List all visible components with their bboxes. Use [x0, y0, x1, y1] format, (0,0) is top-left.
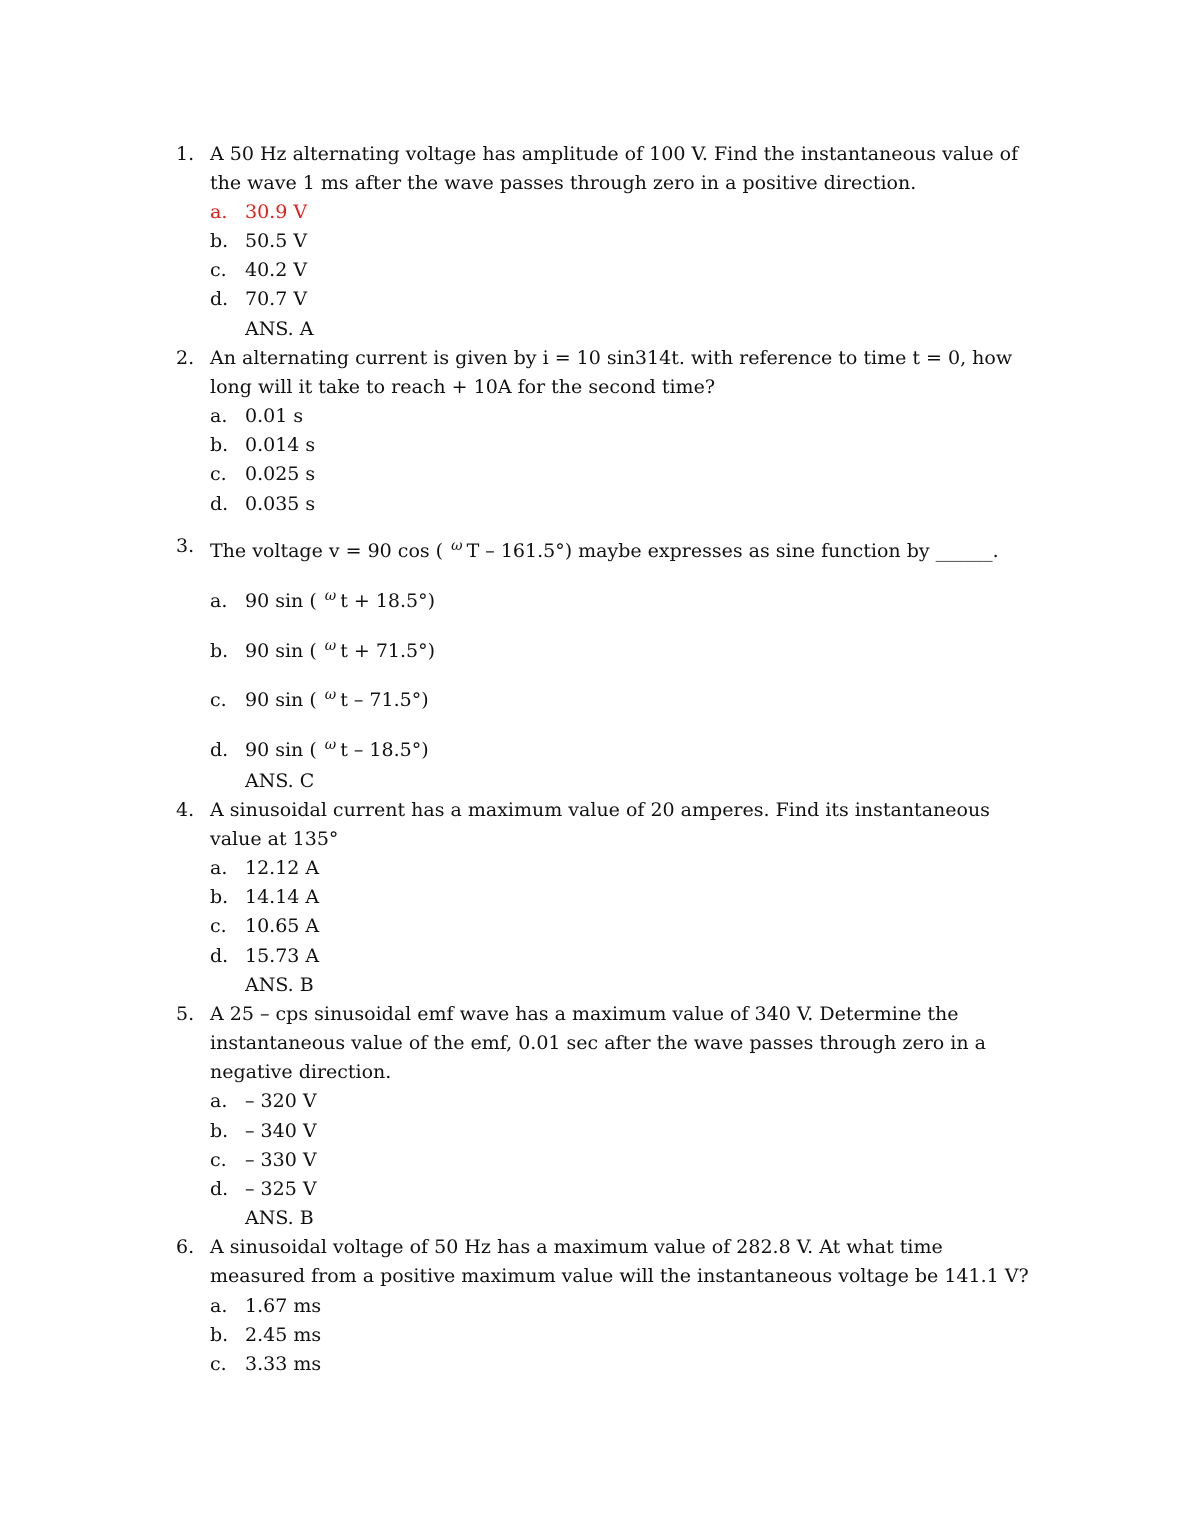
option-letter: a. [210, 405, 228, 427]
option-letter: b. [210, 434, 229, 456]
option-a [210, 854, 319, 883]
option-c [210, 1146, 317, 1175]
option-letter: c. [210, 259, 227, 281]
option-letter: c. [210, 689, 227, 711]
omega-symbol: ω [451, 538, 463, 554]
option-text: 90 sin ( [245, 689, 317, 711]
option-letter: a. [210, 1295, 228, 1317]
option-letter: b. [210, 230, 229, 252]
option-letter: a. [210, 1090, 228, 1112]
option-text: – 330 V [245, 1149, 317, 1171]
question-stem [210, 1000, 1060, 1087]
question-number: 1. [176, 143, 195, 165]
question-number: 3. [176, 535, 195, 557]
stem-line: A 25 – cps sinusoidal emf wave has a maximum value of 340 V. Determine the [210, 1003, 959, 1025]
stem-line: the wave 1 ms after the wave passes through zero in a positive direction. [210, 172, 917, 194]
question-number: 5. [176, 1003, 195, 1025]
option-letter: d. [210, 739, 229, 761]
option-letter: d. [210, 493, 229, 515]
omega-symbol: ω [324, 687, 337, 703]
option-text: 15.73 A [245, 945, 320, 967]
stem-text: The voltage v = 90 cos ( [210, 540, 444, 562]
option-text: 12.12 A [245, 857, 320, 879]
answer-key: ANS. B [245, 974, 314, 996]
answer-key: ANS. A [245, 318, 314, 340]
option-c [210, 256, 307, 285]
option-text: – 325 V [245, 1178, 317, 1200]
stem-line: An alternating current is given by i = 10 sin314t. with reference to time t = 0, how [210, 347, 1013, 369]
option-c [210, 460, 315, 489]
stem-line: A 50 Hz alternating voltage has amplitude of 100 V. Find the instantaneous value of [210, 143, 1019, 165]
stem-line: instantaneous value of the emf, 0.01 sec after the wave passes through zero in a [210, 1032, 986, 1054]
option-text: 1.67 ms [245, 1295, 322, 1317]
option-text: 0.014 s [245, 434, 316, 456]
option-letter: a. [210, 857, 228, 879]
question-stem [210, 532, 1060, 566]
omega-symbol: ω [324, 638, 337, 654]
stem-line: A sinusoidal current has a maximum value of 20 amperes. Find its instantaneous [210, 799, 990, 821]
option-a [210, 402, 303, 431]
option-text: t + 71.5°) [340, 640, 436, 662]
stem-line: measured from a positive maximum value will the instantaneous voltage be 141.1 V? [210, 1265, 1029, 1287]
option-text: 0.01 s [245, 405, 304, 427]
option-text: t + 18.5°) [340, 590, 436, 612]
option-text: t – 71.5°) [340, 689, 429, 711]
stem-text: T – 161.5°) maybe expresses as sine function by ______. [466, 540, 999, 562]
question-number: 6. [176, 1236, 195, 1258]
option-letter: a. [210, 201, 228, 223]
stem-line: value at 135° [210, 828, 339, 850]
stem-line: A sinusoidal voltage of 50 Hz has a maximum value of 282.8 V. At what time [210, 1236, 943, 1258]
option-text: 70.7 V [245, 288, 308, 310]
option-text: – 320 V [245, 1090, 317, 1112]
question-number: 2. [176, 347, 195, 369]
option-text: 10.65 A [245, 915, 320, 937]
option-a [210, 1292, 321, 1321]
option-c [210, 912, 319, 941]
omega-symbol: ω [324, 737, 337, 753]
option-text: 90 sin ( [245, 640, 317, 662]
option-letter: d. [210, 288, 229, 310]
option-d [210, 1175, 317, 1204]
option-d [210, 731, 429, 765]
option-text: 0.025 s [245, 463, 316, 485]
option-b [210, 883, 319, 912]
option-letter: c. [210, 1149, 227, 1171]
stem-line: long will it take to reach + 10A for the second time? [210, 376, 716, 398]
option-text: t – 18.5°) [340, 739, 429, 761]
option-letter: a. [210, 590, 228, 612]
option-text: 90 sin ( [245, 590, 317, 612]
option-letter: b. [210, 640, 229, 662]
option-text: 50.5 V [245, 230, 308, 252]
option-text: 14.14 A [245, 886, 320, 908]
option-text: 90 sin ( [245, 739, 317, 761]
option-text: 40.2 V [245, 259, 308, 281]
option-text: 30.9 V [245, 201, 308, 223]
option-letter: d. [210, 1178, 229, 1200]
stem-line: negative direction. [210, 1061, 392, 1083]
option-d [210, 285, 307, 314]
option-b [210, 227, 307, 256]
option-b [210, 1321, 321, 1350]
question-stem [210, 796, 1060, 854]
answer-key: ANS. C [245, 770, 315, 792]
question-stem [210, 1233, 1060, 1291]
option-letter: b. [210, 1324, 229, 1346]
option-text: 2.45 ms [245, 1324, 322, 1346]
option-b [210, 632, 435, 666]
option-letter: d. [210, 945, 229, 967]
option-letter: c. [210, 1353, 227, 1375]
answer-key: ANS. B [245, 1207, 314, 1229]
question-number: 4. [176, 799, 195, 821]
question-stem [210, 140, 1060, 198]
option-c [210, 1350, 321, 1379]
option-d [210, 490, 315, 519]
option-text: 3.33 ms [245, 1353, 322, 1375]
option-b [210, 431, 315, 460]
option-a-highlighted [210, 198, 307, 227]
option-letter: b. [210, 886, 229, 908]
option-c [210, 681, 429, 715]
option-d [210, 942, 319, 971]
option-letter: b. [210, 1120, 229, 1142]
option-letter: c. [210, 463, 227, 485]
option-letter: c. [210, 915, 227, 937]
option-a [210, 1087, 317, 1116]
omega-symbol: ω [324, 588, 337, 604]
option-a [210, 582, 435, 616]
option-b [210, 1117, 317, 1146]
option-text: 0.035 s [245, 493, 316, 515]
option-text: – 340 V [245, 1120, 317, 1142]
question-stem [210, 344, 1060, 402]
